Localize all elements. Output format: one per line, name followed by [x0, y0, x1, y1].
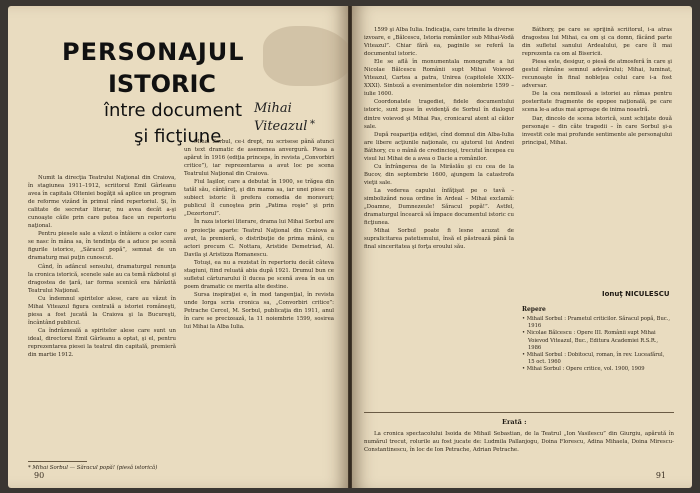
page-number-right: 91: [655, 471, 666, 480]
paragraph: Sursa inspiraţiei e, în mod tangenţial, în revista unde Iorga scria cronica sa, „Convorbiri critice”: Petrache Cercel, M. Sorbul, publicaţia din 1911, anul în care se precizează, la 11 noiembrie 1599, sosirea lui Mihai la Alba Iulia.: [184, 291, 334, 331]
paragraph: Ca îndrăzneală a spiritelor alese care sunt un ideal, directorul Emil Gârleanu a optat, şi el, pentru reprezentarea piesei la teatrul din capitală, premieră din martie 1912.: [28, 327, 176, 359]
paragraph: Ele se află în monumentala monografie a lui Nicolae Bălcescu Românii supt Mihai Voievod Viteazul, Cartea a patra, Unirea (capitolele XXIX–XXXI). Sinteză a evenimentelor din noiembrie 1599 – iulie 1600.: [364, 59, 514, 98]
paragraph: Dar, dincolo de scena istorică, sunt schiţate două personaje – din câte tragedii – în care Sorbul şi-a investit cele mai profunde sentimente ale personajului principal, Mihai.: [522, 115, 672, 146]
page-number-left: 90: [34, 471, 45, 480]
title-line-3: între document: [104, 100, 243, 121]
reference-item: • Mihail Sorbul : Prametul criticilor. Săracul popă, Buc., 1916: [522, 316, 671, 330]
repere-heading: Repere: [522, 306, 546, 313]
paragraph: Mihai Sorbul poate fi lesne acuzat de supralicitarea patetismului, însă el păstrează până la final sinceritatea şi forţa eroului său.: [364, 228, 514, 251]
reference-item: • Nicolae Bălcescu : Opere III. Românii supt Mihai Voievod Viteazul, Buc., Editura Academiei R.S.R., 1986: [522, 330, 659, 351]
paragraph: Pentru piesele sale a văzut o întâiere a celor care se nasc în mâna sa, în tendinţa de a aduce pe scenă figurile istorice, „Săracul popă”, semnat de un dramaturg mai puţin cunoscut.: [28, 231, 176, 262]
author-last: Viteazul: [254, 119, 308, 134]
text-column-1: [28, 174, 176, 456]
title-line-1: PERSONAJUL: [62, 38, 245, 66]
text-column-4: [522, 26, 672, 284]
paragraph: La vederea capului înfăţişat pe o tavă – simbolizând noua ordine în Ardeal – Mihai exclamă: „Doamne, Dumnezeule! Săracul popă!”. Astfel, dramaturgul încearcă să împace documentul istoric cu ficţiunea.: [364, 187, 514, 227]
paragraph: Piesa este, desigur, o piesă de atmosferă în care şi gestul rămâne semnul adevărului; Mihai, luminat, recunoaşte în final nobleţea celui care i-a fost adversar.: [522, 59, 672, 90]
paragraph: Când, în adâncul sensului, dramaturgul renunţa la cronica istorică, scenele sale au ca temă războiul şi dragostea de ţară, iar forma scenică era hărăzită Teatrului Naţional.: [28, 263, 176, 294]
paragraph: Coordonatele tragediei, fidele documentului istoric, sunt puse în evidenţă de Sorbul în dialogul dintre voievod şi Mihai Pas, cronicarul atent al căilor sale.: [364, 99, 514, 130]
paragraph: Cu îndemnul spiritelor alese, care au văzut în Mihai Viteazul figura centrală a istoriei româneşti, piesa a fost jucată la Craiova şi la Bucureşti, încântând publicul.: [28, 295, 176, 326]
title-line-2: ISTORIC: [108, 70, 217, 98]
footnote: * Mihai Sorbul — Săracul popă! (piesă istorică): [28, 465, 158, 471]
paragraph: În raza istoriei literare, drama lui Mihai Sorbul are o proiecţie aparte: Teatrul Naţional din Craiova a avut, la premieră, o distribuţie de prima mână, cu actori precum C. Nottara, Aristide Demetriad, Al. Davila şi Aristizza Romanescu.: [184, 219, 334, 258]
references-list: [522, 316, 672, 374]
title-line-4: şi ficţiune: [134, 126, 222, 147]
erata-text: La cronica spectacolului Isoida de Mihail Sebastian, de la Teatrul „Ion Vasilescu” din Giurgiu, apărută în numărul trecut, rolurile au fost jucate de: Ludmila Pallanjogu, Doina Florescu, Adina Mihaela, Doina Mirescu-Constantinescu, în loc de Ion Petrache, Adrian Petrache.: [364, 431, 674, 454]
paragraph: Fiul Iaşilor, care a debutat în 1900, se trăgea din tatăl său, cântăreţ, şi din mama sa, iar unei piese cu subiect istoric îi prefera comedia de moravuri; publicul îl cunoştea prin „Patima roşie” şi prin „Dezertorul”.: [184, 179, 334, 218]
text-column-2: [184, 138, 334, 478]
author-first: Mihai: [254, 101, 292, 116]
author-name: [254, 100, 324, 136]
author-star: *: [310, 119, 315, 130]
paragraph: Cu înfrângerea de la Mirăslău şi cu cea de la Bucov, din septembrie 1600, ajungem la catastrofa vieţii sale.: [364, 163, 514, 186]
erata-block: [364, 430, 674, 470]
footnote-rule: [28, 461, 87, 462]
left-page: [8, 6, 348, 488]
paragraph: Totuşi, ea nu a rezistat în repertoriu decât câteva stagiuni, fiind reluată abia după 1921. Drumul bun ce sufletul cărturarului îl ducea pe scenă avea în ea un poem dramatic ce merita alte destine.: [184, 259, 334, 290]
paragraph: Numit la direcţia Teatrului Naţional din Craiova, în stagiunea 1911–1912, scriitorul Emil Gârleanu avea în capitala Olteniei bogăţii să aplice un program de reforme vizând în primul rând repertoriul. Şi, în calitate de secretar literar, nu avea decât a-şi cunoaşte căile prin care putea face un repertoriu naţional.: [28, 175, 176, 230]
paragraph: Báthory, pe care se sprijină scriitorul, i-a atras dragostea lui Mihai, ca om şi ca domn, făcând parte din sufletul sanului Ardealului, pe care îl mai reprezenta ca om al Bisericii.: [522, 27, 672, 58]
footnote-block: [28, 458, 176, 478]
paragraph: După reapariţia ediţiei, cînd domnul din Alba-Iulia are libere acţiunile naţionale, cu ajutorul lui Andrei Báthory, cu o mână de credincioşi, trecutul începea cu visul lui Mihai de a avea o Dacie a românilor.: [364, 131, 514, 162]
paragraph: De la cea nemiloasă a istoriei au rămas pentru posteritate fragmente de epopee naţională, pe care scena le-a adus mai aproape de inima noastră.: [522, 91, 672, 114]
text-column-3: [364, 26, 514, 406]
author-signature: Ionuţ NICULESCU: [602, 290, 670, 298]
erata-rule: [364, 412, 674, 413]
right-page: [352, 6, 692, 488]
paragraph: 1599 şi Alba Iulia. Indicaţia, care trimite la diverse izvoare, e „Bălcescu, Istoria românilor sub Mihai-Vodă Viteazul”. Chiar fără ea, paginile se referă la documentul istoric.: [364, 27, 514, 58]
paragraph: Mihai Sorbul, ce-i drept, nu scrisese până atunci un text dramatic de asemenea anvergură. Piesa a apărut în 1916 (ediţia princeps, în revista „Convorbiri critice”), iar reprezentarea a avut loc pe scena Teatrului Naţional din Craiova.: [184, 139, 334, 178]
erata-heading: Erată :: [502, 418, 527, 426]
reference-item: • Mihail Sorbul : Dobitocul, roman, în rev. Luceafărul, 15 oct. 1960: [522, 352, 665, 366]
reference-item: • Mihai Sorbul : Opere critice, vol. 1900, 1909: [522, 366, 645, 373]
